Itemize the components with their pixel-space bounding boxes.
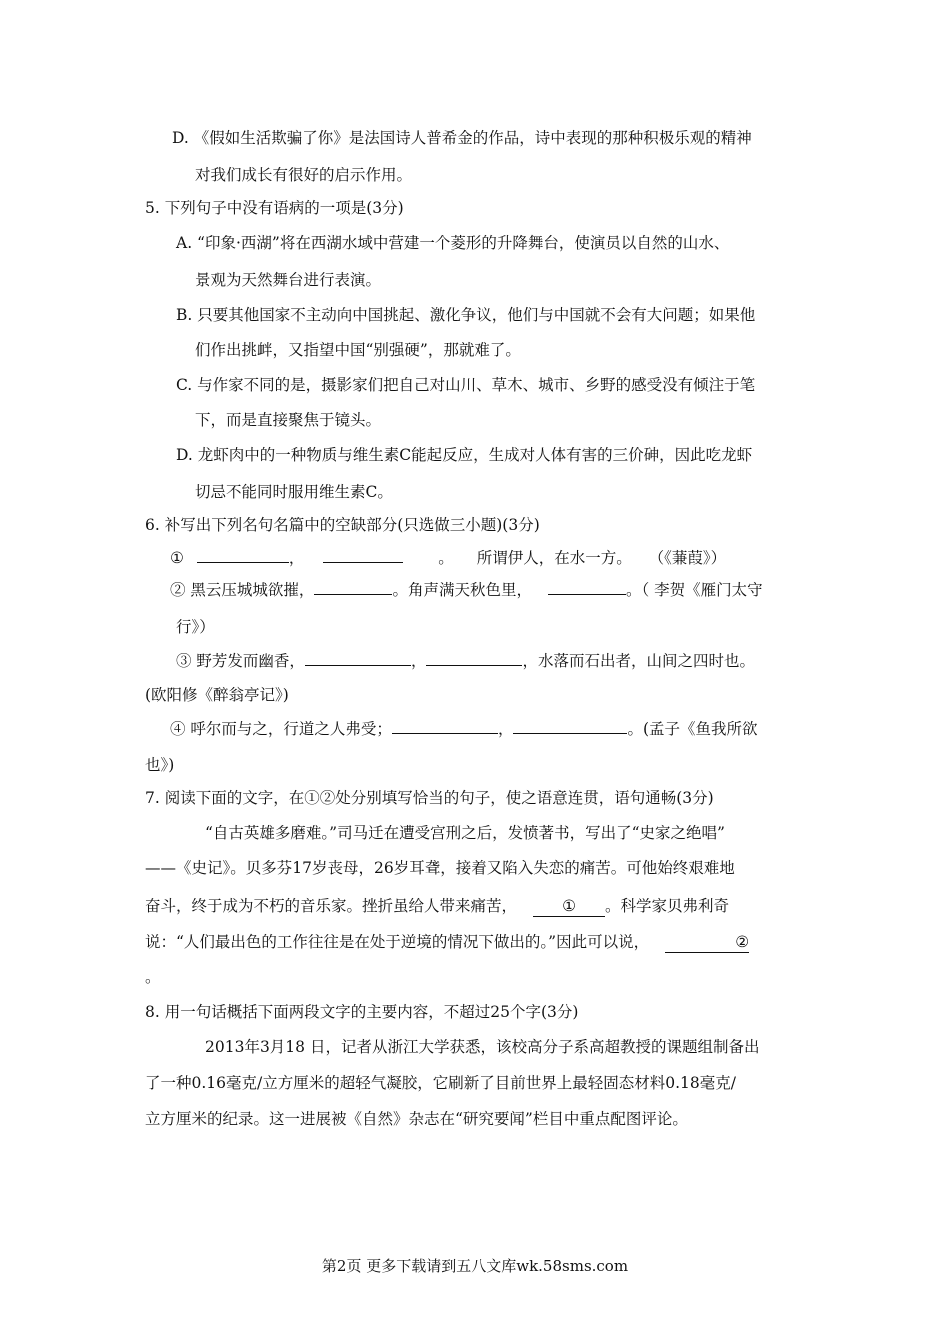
q7-line3-end: 。科学家贝弗利奇 (605, 897, 730, 915)
q6-item-2-cont: 行》） (176, 618, 215, 636)
q6-item-1 (170, 548, 726, 568)
q6-item-1-text: 所谓伊人，在水一方。 (476, 549, 632, 567)
q6-item-2-blank-2 (548, 580, 626, 595)
q5-option-a-line1: A. “印象·西湖”将在西湖水域中营建一个菱形的升降舞台，使演员以自然的山水、 (176, 234, 730, 252)
q6-item-4-blank-2 (513, 719, 627, 734)
q5-stem: 5. 下列句子中没有语病的一项是(3分) (145, 199, 404, 217)
q7-paragraph-line3 (145, 896, 729, 917)
q5-option-d-line2: 切忌不能同时服用维生素C。 (195, 483, 393, 501)
q6-item-4-part-a: ④ 呼尔而与之，行道之人弗受； (170, 720, 392, 738)
q6-item-3-blank-2 (426, 651, 522, 666)
page-footer: 第2页 更多下载请到五八文库wk.58sms.com (321, 1257, 629, 1275)
q7-paragraph-line2: ——《史记》。贝多芬17岁丧母，26岁耳聋，接着又陷入失恋的痛苦。可他始终艰难地 (145, 859, 735, 877)
q6-item-1-blank-1 (197, 548, 289, 563)
q5-option-b-line2: 们作出挑衅，又指望中国“别强硬”，那就难了。 (195, 341, 521, 359)
q6-item-4-cont: 也》) (145, 756, 175, 774)
q7-stem: 7. 阅读下面的文字，在①②处分别填写恰当的句子，使之语意连贯，语句通畅(3分) (145, 789, 714, 807)
q5-option-b-line1: B. 只要其他国家不主动向中国挑起、激化争议，他们与中国就不会有大问题；如果他 (176, 306, 756, 324)
q6-item-3-part-a: ③ 野芳发而幽香， (176, 652, 305, 670)
q7-paragraph-line5: 。 (145, 968, 161, 986)
q5-option-a-line2: 景观为天然舞台进行表演。 (195, 271, 382, 289)
q6-item-2-blank-1 (314, 580, 392, 595)
q6-item-3-source: (欧阳修《醉翁亭记》) (145, 686, 289, 704)
q6-item-4 (170, 719, 758, 739)
q6-item-4-blank-1 (392, 719, 498, 734)
q7-paragraph-line4 (145, 932, 749, 953)
q7-blank-2: ② (665, 932, 749, 953)
q6-item-1-number: ① (170, 549, 184, 567)
q8-paragraph-line2: 了一种0.16毫克/立方厘米的超轻气凝胶，它刷新了目前世界上最轻固态材料0.18毫克/ (145, 1074, 736, 1092)
q6-item-3-blank-1 (305, 651, 411, 666)
q6-item-3-part-b: ， (410, 652, 427, 670)
q4-option-d-line1: D. 《假如生活欺骗了你》是法国诗人普希金的作品，诗中表现的那种积极乐观的精神 (172, 129, 752, 147)
q6-item-1-comma: ， (288, 549, 305, 567)
q6-item-1-source: （《蒹葭》） (648, 549, 727, 567)
q6-item-3-part-c: ，水落而石出者，山间之四时也。 (522, 652, 755, 670)
q8-stem: 8. 用一句话概括下面两段文字的主要内容，不超过25个字(3分) (145, 1003, 579, 1021)
q7-line3-text: 奋斗，终于成为不朽的音乐家。挫折虽给人带来痛苦， (145, 897, 518, 915)
q6-item-1-blank-2 (323, 548, 403, 563)
q6-item-2-part-b: 。角声满天秋色里， (392, 581, 532, 599)
q6-stem: 6. 补写出下列名句名篇中的空缺部分(只选做三小题)(3分) (145, 516, 540, 534)
q7-line4-text: 说：“人们最出色的工作往往是在处于逆境的情况下做出的。”因此可以说， (145, 933, 650, 951)
q6-item-4-part-c: 。(孟子《鱼我所欲 (627, 720, 758, 738)
q6-item-4-part-b: ， (497, 720, 514, 738)
q6-item-1-period: 。 (438, 549, 454, 567)
q8-paragraph-line1: 2013年3月18 日，记者从浙江大学获悉，该校高分子系高超教授的课题组制备出 (205, 1038, 760, 1056)
q6-item-2 (170, 580, 763, 600)
q7-paragraph-line1: “自古英雄多磨难。”司马迁在遭受宫刑之后，发愤著书，写出了“史家之绝唱” (205, 824, 725, 842)
q5-option-c-line1: C. 与作家不同的是，摄影家们把自己对山川、草木、城市、乡野的感受没有倾注于笔 (176, 376, 756, 394)
q8-paragraph-line3: 立方厘米的纪录。这一进展被《自然》杂志在“研究要闻”栏目中重点配图评论。 (145, 1110, 688, 1128)
q6-item-3 (176, 651, 755, 671)
q6-item-2-part-a: ② 黑云压城城欲摧， (170, 581, 315, 599)
q4-option-d-line2: 对我们成长有很好的启示作用。 (195, 166, 413, 184)
q6-item-2-part-c: 。（ 李贺《雁门太守 (625, 581, 763, 599)
q5-option-c-line2: 下，而是直接聚焦于镜头。 (195, 411, 382, 429)
q7-blank-1: ① (533, 896, 605, 917)
q5-option-d-line1: D. 龙虾肉中的一种物质与维生素C能起反应，生成对人体有害的三价砷，因此吃龙虾 (176, 446, 753, 464)
